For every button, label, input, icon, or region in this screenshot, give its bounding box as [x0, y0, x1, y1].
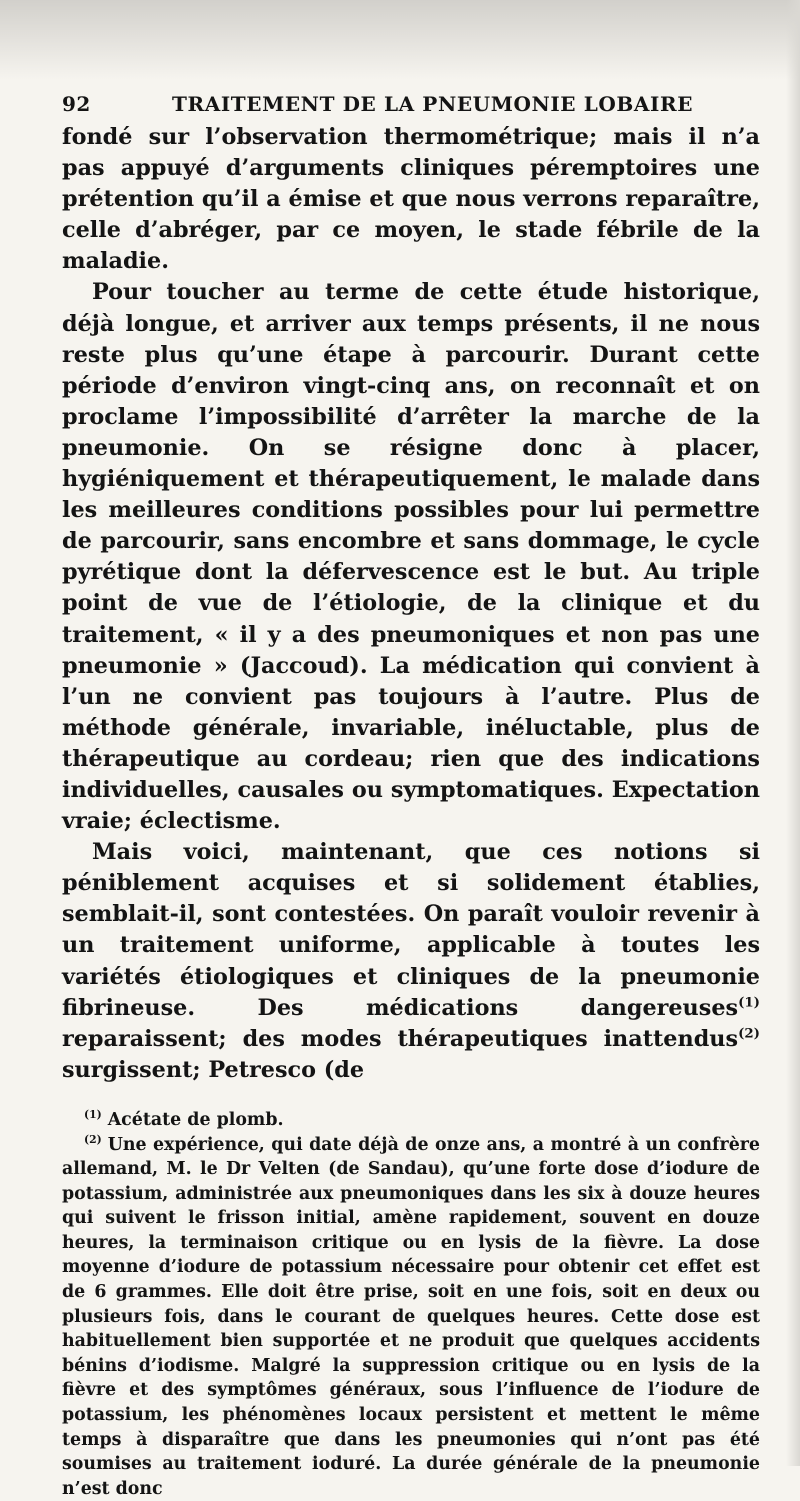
paragraph-historical-summary: Pour toucher au terme de cette étude historique, déjà longue, et arriver aux temps présents, il ne nous reste plus qu’une étape à parcourir. Durant cette période d’environ vingt-cinq ans, on reconnaît et on proclame l’impossibilité d’arrêter la marche de la pneumonie. On se résigne donc à placer, hygiéniquement et thérapeutiquement, le malade dans les meilleures conditions possibles pour lui permettre de parcourir, sans encombre et sans dommage, le cycle pyrétique dont la défervescence est le but. Au triple point de vue de l’étiologie, de la clinique et du traitement, « il y a des pneumoniques et non pas une pneumonie » (Jaccoud). La médication qui convient à l’un ne convient pas toujours à l’autre. Plus de méthode générale, invariable, inéluctable, plus de thérapeutique au cordeau; rien que des indications individuelles, causales ou symptomatiques. Expectation vraie; éclectisme.	[62, 277, 760, 837]
footnote-2	[62, 1133, 760, 1501]
book-page	[62, 88, 760, 1501]
footnote-marker: (1)	[84, 1108, 102, 1121]
main-text	[62, 122, 760, 1086]
scan-edge-shadow-right	[786, 0, 800, 1466]
footnote-text: Acétate de plomb.	[108, 1110, 284, 1130]
footnote-ref-2: (2)	[738, 1025, 760, 1041]
paragraph-continued: fondé sur l’observation thermométrique; mais il n’a pas appuyé d’arguments cliniques péremptoires une prétention qu’il a émise et que nous verrons reparaître, celle d’abréger, par ce moyen, le stade fébrile de la maladie.	[62, 122, 760, 277]
paragraph-text-part-2: reparaissent; des modes thérapeutiques inattendus	[62, 1026, 738, 1052]
footnote-1	[62, 1108, 760, 1133]
paragraph-text-part-1: Mais voici, maintenant, que ces notions si péniblement acquises et si solidement établies, semblait-il, sont contestées. On paraît vouloir revenir à un traitement uniforme, applicable à toutes les variétés étiologiques et cliniques de la pneumonie fibrineuse. Des médications dangereuses	[62, 839, 760, 1020]
page-number: 92	[62, 92, 91, 116]
footnote-ref-1: (1)	[738, 994, 760, 1010]
paragraph-contested-notions	[62, 837, 760, 1086]
footnote-marker: (2)	[84, 1133, 102, 1146]
paragraph-text-part-3: surgissent; Petresco (de	[62, 1057, 364, 1083]
footnote-text: Une expérience, qui date déjà de onze ans, a montré à un confrère allemand, M. le Dr Velten (de Sandau), qu’une forte dose d’iodure de potassium, administrée aux pneumoniques dans les six à douze heures qui suivent le frisson initial, amène rapidement, souvent en douze heures, la terminaison critique ou en lysis de la fièvre. La dose moyenne d’iodure de potassium nécessaire pour obtenir cet effet est de 6 grammes. Elle doit être prise, soit en une fois, soit en deux ou plusieurs fois, dans le courant de quelques heures. Cette dose est habituellement bien supportée et ne produit que quelques accidents bénins d’iodisme. Malgré la suppression critique ou en lysis de la fièvre et des symptômes généraux, sous l’influence de l’iodure de potassium, les phénomènes locaux persistent et mettent le même temps à disparaître que dans les pneumonies qui n’ont pas été soumises au traitement ioduré. La durée générale de la pneumonie n’est donc	[62, 1135, 760, 1499]
running-header	[62, 88, 760, 122]
running-title: TRAITEMENT DE LA PNEUMONIE LOBAIRE	[172, 92, 693, 116]
scan-edge-shadow-top	[0, 0, 800, 80]
footnotes	[62, 1108, 760, 1501]
